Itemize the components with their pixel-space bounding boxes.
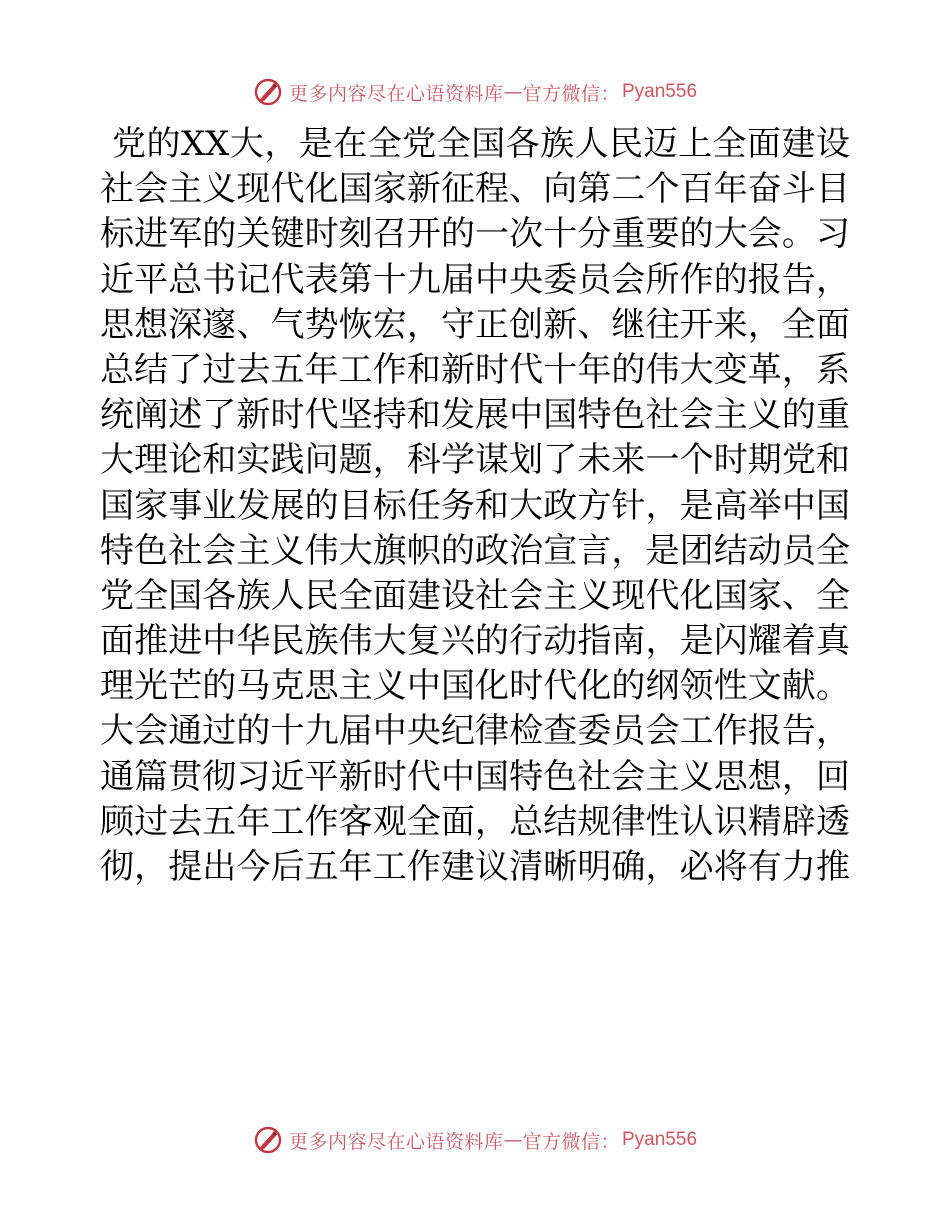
footer-brand-text: 更多内容尽在心语资料库 [288, 1130, 504, 1153]
text-line: 近平总书记代表第十九届中央委员会所作的报告， [100, 259, 850, 300]
header-contact-value: Pyan556 [622, 81, 698, 102]
footer-contact-label: 官方微信： [522, 1130, 620, 1153]
header-brand-text: 更多内容尽在心语资料库 [288, 82, 504, 105]
text-line: 大理论和实践问题，科学谋划了未来一个时期党和 [100, 440, 850, 481]
footer-separator: — [503, 1129, 523, 1151]
text-line: 特色社会主义伟大旗帜的政治宣言，是团结动员全 [100, 530, 850, 571]
text-line: 大会通过的十九届中央纪律检查委员会工作报告， [100, 711, 850, 752]
footer-contact-value: Pyan556 [622, 1129, 698, 1150]
text-line: 党的XX大，是在全党全国各族人民迈上全面建设 [112, 124, 850, 164]
header-contact-label: 官方微信： [522, 82, 620, 105]
text-line: 社会主义现代化国家新征程、向第二个百年奋斗目 [100, 169, 850, 210]
text-line: 标进军的关键时刻召开的一次十分重要的大会。习 [100, 214, 850, 255]
text-line: 统阐述了新时代坚持和发展中国特色社会主义的重 [100, 395, 850, 436]
pen-circle-logo-icon [253, 77, 283, 107]
pen-circle-logo-icon [253, 1125, 283, 1155]
text-line: 总结了过去五年工作和新时代十年的伟大变革，系 [100, 349, 850, 390]
document-body [100, 122, 850, 890]
text-line: 彻，提出今后五年工作建议清晰明确，必将有力推 [100, 847, 850, 887]
text-line: 党全国各族人民全面建设社会主义现代化国家、全 [100, 575, 850, 616]
text-line: 顾过去五年工作客观全面，总结规律性认识精辟透 [100, 801, 850, 842]
text-line: 通篇贯彻习近平新时代中国特色社会主义思想，回 [100, 756, 850, 797]
footer-banner [0, 1120, 950, 1160]
text-line: 国家事业发展的目标任务和大政方针，是高举中国 [100, 485, 850, 526]
text-line: 面推进中华民族伟大复兴的行动指南，是闪耀着真 [100, 621, 850, 662]
header-separator: — [503, 81, 523, 103]
text-line: 思想深邃、气势恢宏，守正创新、继往开来，全面 [100, 304, 850, 345]
header-banner [0, 72, 950, 112]
text-line: 理光芒的马克思主义中国化时代化的纲领性文献。 [100, 666, 850, 707]
